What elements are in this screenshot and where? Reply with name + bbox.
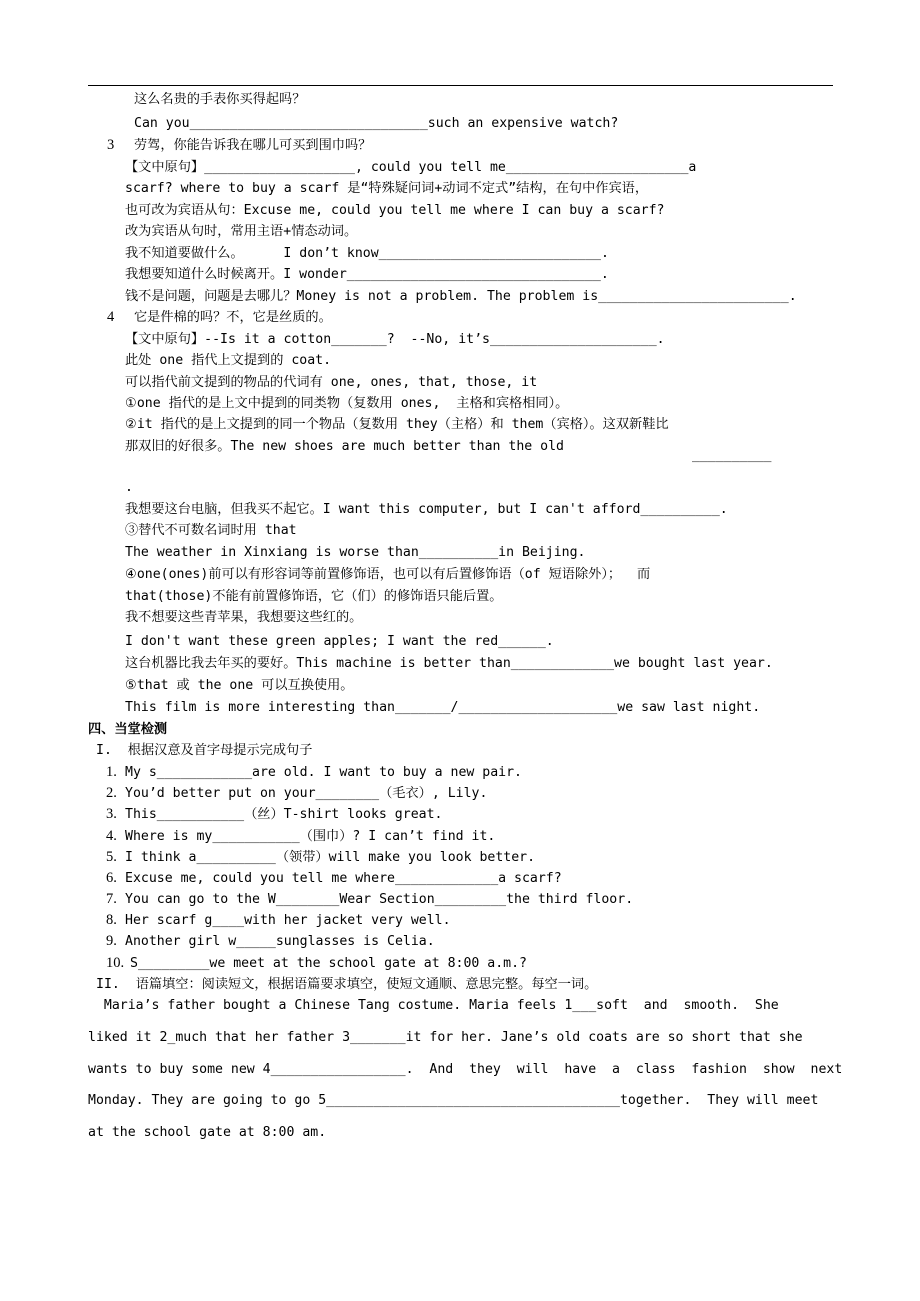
exercise-item: Excuse me, could you tell me where_____________a scarf? (125, 871, 562, 886)
passage-line: liked it 2_much that her father 3_______it for her. Jane’s old coats are so short that she (88, 1030, 803, 1045)
item-number: 3. (106, 806, 117, 822)
exercise-item: I think a__________（领带）will make you look better. (125, 850, 536, 865)
text-line: 改为宾语从句时，常用主语+情态动词。 (125, 224, 358, 239)
exercise-item: Another girl w_____sunglasses is Celia. (125, 934, 435, 949)
exercise-item: Her scarf g____with her jacket very well. (125, 913, 451, 928)
text-line: 也可改为宾语从句：Excuse me, could you tell me where I can buy a scarf? (125, 203, 665, 218)
exercise-item: Where is my___________（围巾）? I can’t find it. (125, 829, 496, 844)
text-line: 此处 one 指代上文提到的 coat. (125, 353, 332, 368)
text-line: Can you______________________________such an expensive watch? (134, 116, 619, 131)
text-line: 这台机器比我去年买的要好。This machine is better than_____________we bought last year. (125, 656, 773, 671)
item-number: 1. (106, 764, 117, 780)
passage-line: Maria’s father bought a Chinese Tang costume. Maria feels 1___soft and smooth. She (88, 998, 779, 1013)
passage-line: wants to buy some new 4_________________. And they will have a class fashion show next (88, 1062, 843, 1077)
exercise-item: This___________（丝）T-shirt looks great. (125, 807, 443, 822)
text-line: 我想要这台电脑，但我买不起它。I want this computer, but I can't afford__________. (125, 502, 728, 517)
item-number: 10. (106, 955, 125, 971)
item-number: 5. (106, 849, 117, 865)
item-number: 7. (106, 891, 117, 907)
text-line: 我想要知道什么时候离开。I wonder________________________________. (125, 267, 609, 282)
text-line: This film is more interesting than_______/____________________we saw last night. (125, 700, 761, 715)
text-line: 那双旧的好很多。The new shoes are much better than the old (125, 439, 564, 454)
passage-line: Monday. They are going to go 5_____________________________________together. They will meet (88, 1093, 819, 1108)
text-line: 它是件棉的吗？不，它是丝质的。 (134, 310, 332, 325)
text-line: ③替代不可数名词时用 that (125, 523, 297, 538)
exercise-item: S_________we meet at the school gate at 8:00 a.m.? (130, 956, 527, 971)
text-line: ④one(ones)前可以有形容词等前置修饰语，也可以有后置修饰语（of 短语除外）； 而 (125, 567, 651, 582)
item-number: 4 (107, 309, 115, 325)
header-rule (88, 85, 833, 86)
text-line: that(those)不能有前置修饰语，它（们）的修饰语只能后置。 (125, 589, 503, 604)
item-number: 3 (107, 137, 115, 153)
item-number: 9. (106, 933, 117, 949)
section-title: 四、当堂检测 (88, 722, 168, 737)
text-line: 可以指代前文提到的物品的代词有 one, ones, that, those, it (125, 375, 538, 390)
text-line: ②it 指代的是上文提到的同一个物品（复数用 they（主格）和 them（宾格）。这双新鞋比 (125, 417, 669, 432)
exercise-item: My s____________are old. I want to buy a new pair. (125, 765, 522, 780)
passage-line: at the school gate at 8:00 am. (88, 1125, 327, 1140)
text-line: 这么名贵的手表你买得起吗？ (134, 92, 306, 107)
text-line: . (125, 480, 133, 495)
exercise-item: You can go to the W________Wear Section_________the third floor. (125, 892, 634, 907)
subsection-title: I. 根据汉意及首字母提示完成句子 (96, 743, 313, 758)
item-number: 2. (106, 785, 117, 801)
text-line: 【文中原句】___________________, could you tell me_______________________a (125, 160, 697, 175)
subsection-title: II. 语篇填空：阅读短文，根据语篇要求填空，使短文通顺、意思完整。每空一词。 (96, 977, 598, 992)
text-line: 劳驾，你能告诉我在哪儿可买到围巾吗？ (134, 138, 372, 153)
answer-blank: __________ (692, 448, 772, 463)
text-line: 【文中原句】--Is it a cotton_______? --No, it’s_____________________. (125, 332, 665, 347)
text-line: scarf? where to buy a scarf 是“特殊疑问词+动词不定式”结构，在句中作宾语， (125, 181, 649, 196)
item-number: 8. (106, 912, 117, 928)
text-line: The weather in Xinxiang is worse than__________in Beijing. (125, 545, 586, 560)
item-number: 4. (106, 828, 117, 844)
text-line: ①one 指代的是上文中提到的同类物（复数用 ones, 主格和宾格相同）。 (125, 396, 569, 411)
item-number: 6. (106, 870, 117, 886)
text-line: I don't want these green apples; I want the red______. (125, 634, 554, 649)
text-line: ⑤that 或 the one 可以互换使用。 (125, 678, 354, 693)
text-line: 我不想要这些青苹果，我想要这些红的。 (125, 610, 363, 625)
text-line: 钱不是问题，问题是去哪儿？Money is not a problem. The problem is________________________. (125, 289, 797, 304)
exercise-item: You’d better put on your________（毛衣）, Lily. (125, 786, 488, 801)
text-line: 我不知道要做什么。 I don’t know____________________________. (125, 246, 609, 261)
